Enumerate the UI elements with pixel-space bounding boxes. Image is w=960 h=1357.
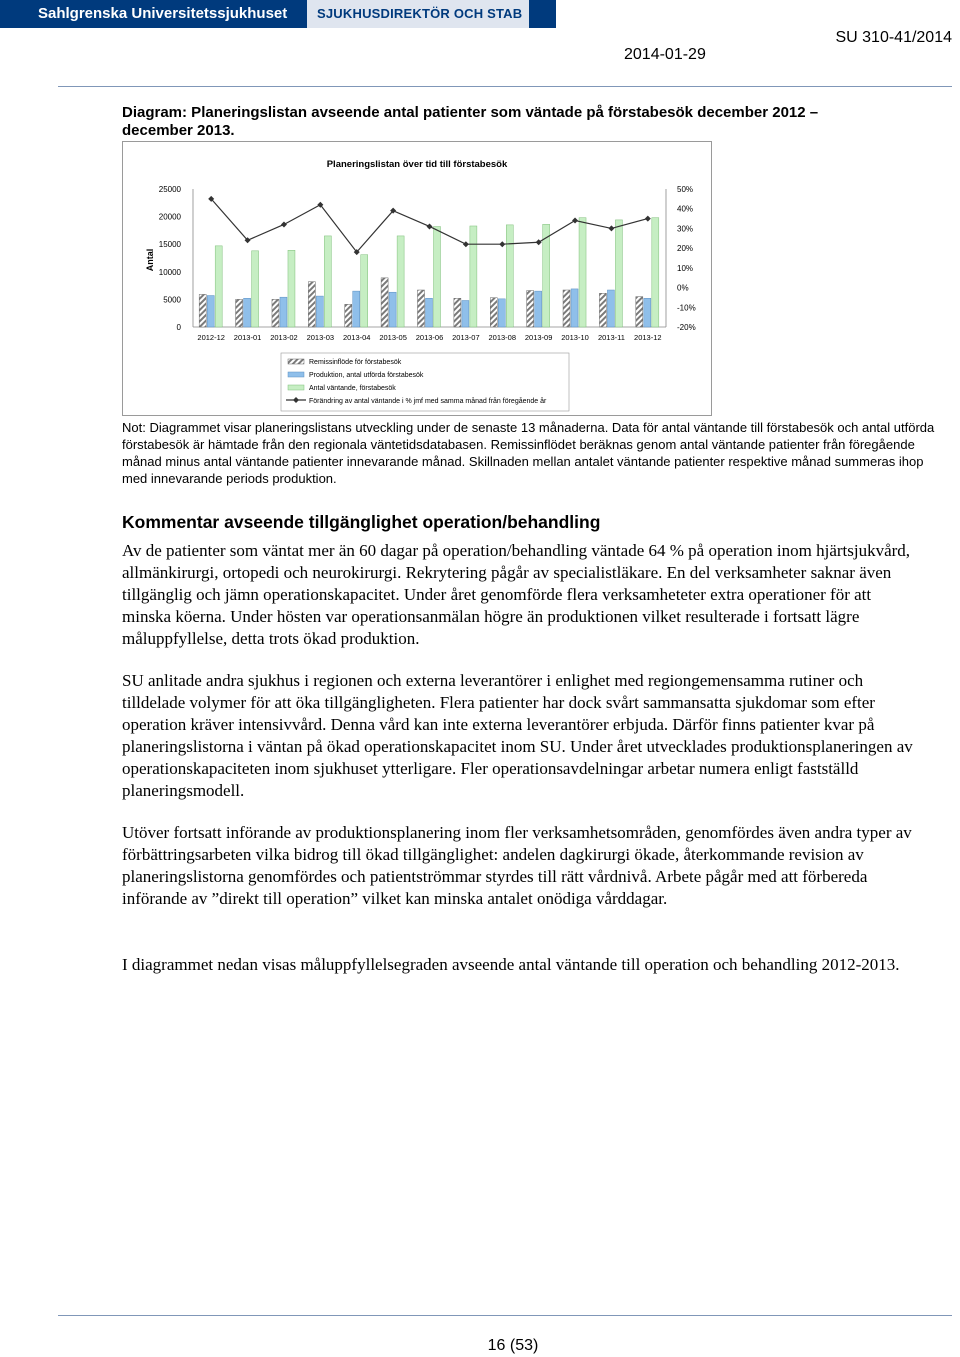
legend-swatch (288, 372, 304, 377)
x-tick-label: 2013-11 (597, 333, 625, 342)
y-tick-label: 5000 (163, 295, 181, 305)
bar-1 (244, 298, 251, 327)
y-tick-label: 15000 (158, 240, 181, 250)
paragraph-2: SU anlitade andra sjukhus i regionen och externa leverantörer i enlighet med regiongemensamma rutiner och tilldelade volymer för att öka tillgängligheten. Flera patienter har dock svårt sammansatta sjukdomar som efter operation kräver intensivvård. Denna vård kan inte externa leverantörer erbjuda. Därför finns patienter kvar på planeringslistorna i väntan på ökad operationskapacitet inom SU. Under året utvecklades produktionsplaneringen av operationskapaciteten inom sjukhuset ytterligare. Fler operationsavdelningar arbetar numera enligt fastställd planeringsmodell. (122, 671, 913, 800)
x-tick-label: 2013-05 (379, 333, 407, 342)
bar-0 (527, 291, 534, 327)
bar-1 (644, 298, 651, 327)
document-date: 2014-01-29 (624, 46, 706, 63)
header-bar (0, 0, 556, 28)
y2-tick-label: 30% (677, 224, 694, 234)
bar-0 (418, 290, 425, 327)
bar-1 (316, 296, 323, 327)
x-tick-label: 2013-01 (233, 333, 262, 342)
x-tick-label: 2013-06 (415, 333, 444, 342)
line-point (608, 225, 614, 231)
x-tick-label: 2013-08 (488, 333, 517, 342)
line-point (572, 218, 578, 224)
bar-1 (280, 297, 287, 327)
x-tick-label: 2012-12 (197, 333, 225, 342)
y-tick-label: 20000 (158, 212, 181, 222)
line-point (463, 241, 469, 247)
bar-1 (498, 299, 505, 327)
bar-0 (381, 278, 388, 327)
y-tick-label: 10000 (158, 267, 181, 277)
y2-tick-label: 20% (677, 244, 694, 254)
dept-name: SJUKHUSDIREKTÖR OCH STAB (307, 0, 529, 28)
bar-1 (462, 301, 469, 327)
bar-0 (345, 304, 352, 327)
chart-title: Planeringslistan över tid till förstabesök (326, 159, 508, 170)
bar-2 (361, 255, 368, 327)
bar-1 (353, 291, 360, 327)
bar-1 (426, 298, 433, 327)
y2-tick-label: 50% (677, 185, 694, 194)
bar-0 (454, 298, 461, 327)
bar-2 (434, 227, 441, 327)
bar-2 (397, 236, 404, 327)
bar-0 (272, 299, 279, 327)
y2-tick-label: -10% (677, 303, 696, 313)
bar-2 (252, 251, 259, 327)
x-tick-label: 2013-04 (342, 333, 371, 342)
legend-label: Antal väntande, förstabesök (309, 385, 396, 392)
diagram-note: Not: Diagrammet visar planeringslistans utveckling under de senaste 13 månaderna. Data för antal väntande till förstabesök och antal utförda förstabesök är hämtade från den regionala väntetidsdatabasen. Remissinflödet beräknas genom antal väntande patienter från föregående månad minus antal väntande patienter innevarande månad. Skillnaden mellan antalet väntande patienter respektive månad summeras ihop med innevarande periods produktion. (122, 420, 935, 486)
x-tick-label: 2013-03 (306, 333, 335, 342)
legend-label: Förändring av antal väntande i % jmf med samma månad från föregående år (309, 398, 547, 405)
bar-2 (288, 250, 295, 327)
header-divider (58, 86, 952, 87)
bar-0 (563, 290, 570, 327)
bar-1 (535, 291, 542, 327)
legend-swatch (288, 359, 304, 364)
bar-2 (470, 226, 477, 327)
line-point (281, 221, 287, 227)
line-point (499, 241, 505, 247)
org-name: Sahlgrenska Universitetssjukhuset (0, 0, 307, 28)
bar-1 (207, 296, 214, 327)
y-tick-label: 25000 (158, 185, 181, 194)
y-axis-label: Antal (145, 248, 155, 272)
y2-tick-label: 0% (677, 283, 689, 293)
y2-tick-label: 40% (677, 204, 694, 214)
bar-0 (308, 282, 315, 327)
bar-0 (199, 294, 206, 327)
line-point (427, 223, 433, 229)
line-point (645, 216, 651, 222)
header-accent-block (529, 0, 556, 28)
bar-0 (236, 299, 243, 327)
paragraph-4: I diagrammet nedan visas måluppfyllelsegraden avseende antal väntande till operation och behandling 2012-2013. (122, 955, 900, 974)
section-title: Kommentar avseende tillgänglighet operation/behandling (122, 512, 601, 532)
bar-2 (324, 236, 331, 327)
y2-tick-label: 10% (677, 263, 694, 273)
legend-label: Produktion, antal utförda förstabesök (309, 372, 424, 379)
chart-canvas (123, 142, 711, 415)
bar-1 (571, 289, 578, 327)
bar-1 (607, 290, 614, 327)
legend-label: Remissinflöde för förstabesök (309, 359, 402, 366)
bar-2 (615, 220, 622, 327)
x-tick-label: 2013-07 (452, 333, 480, 342)
chart (122, 141, 712, 416)
bar-2 (215, 246, 222, 327)
document-reference: SU 310-41/2014 (835, 29, 952, 46)
line-point (536, 239, 542, 245)
y-tick-label: 0 (176, 323, 181, 332)
x-tick-label: 2013-09 (524, 333, 553, 342)
bar-0 (599, 293, 606, 327)
bar-0 (636, 297, 643, 327)
diagram-caption: Diagram: Planeringslistan avseende antal patienter som väntade på förstabesök december 2012 – december 2013. (122, 104, 819, 139)
bar-2 (579, 218, 586, 327)
paragraph-3: Utöver fortsatt införande av produktionsplanering inom fler verksamhetsområden, genomfördes även andra typer av förbättringsarbeten vilka bidrog till ökad tillgänglighet: andelen dagkirurgi ökade, återkommande revision av planeringslistorna genomfördes och patientströmmar styrdes till rätt vårdnivå. Arbete pågår med att förbereda införande av ”direkt till operation” vilket kan minska antalet onödiga vårddagar. (122, 823, 912, 908)
bar-0 (490, 298, 497, 327)
footer-divider (58, 1315, 952, 1316)
x-tick-label: 2013-02 (270, 333, 298, 342)
x-tick-label: 2013-12 (634, 333, 662, 342)
paragraph-1: Av de patienter som väntat mer än 60 dagar på operation/behandling väntade 64 % på operation inom hjärtsjukvård, allmänkirurgi, ortopedi och neurokirurgi. Rekrytering pågår av specialistläkare. En del verksamheter saknar även tillgänglig och jämn operationskapacitet. Under året genomförde flera verksamheteter extra operationer för att minska köerna. Under hösten var operationsanmälan högre än produktionen vilket resulterade i fortsatt lägre måluppfyllelse, detta trots ökad produktion. (122, 541, 911, 648)
page-number: 16 (53) (487, 1337, 539, 1354)
x-tick-label: 2013-10 (561, 333, 589, 342)
y2-tick-label: -20% (677, 323, 696, 332)
bar-2 (506, 225, 513, 327)
bar-2 (652, 218, 659, 327)
legend-swatch (288, 385, 304, 390)
bar-1 (389, 292, 396, 327)
